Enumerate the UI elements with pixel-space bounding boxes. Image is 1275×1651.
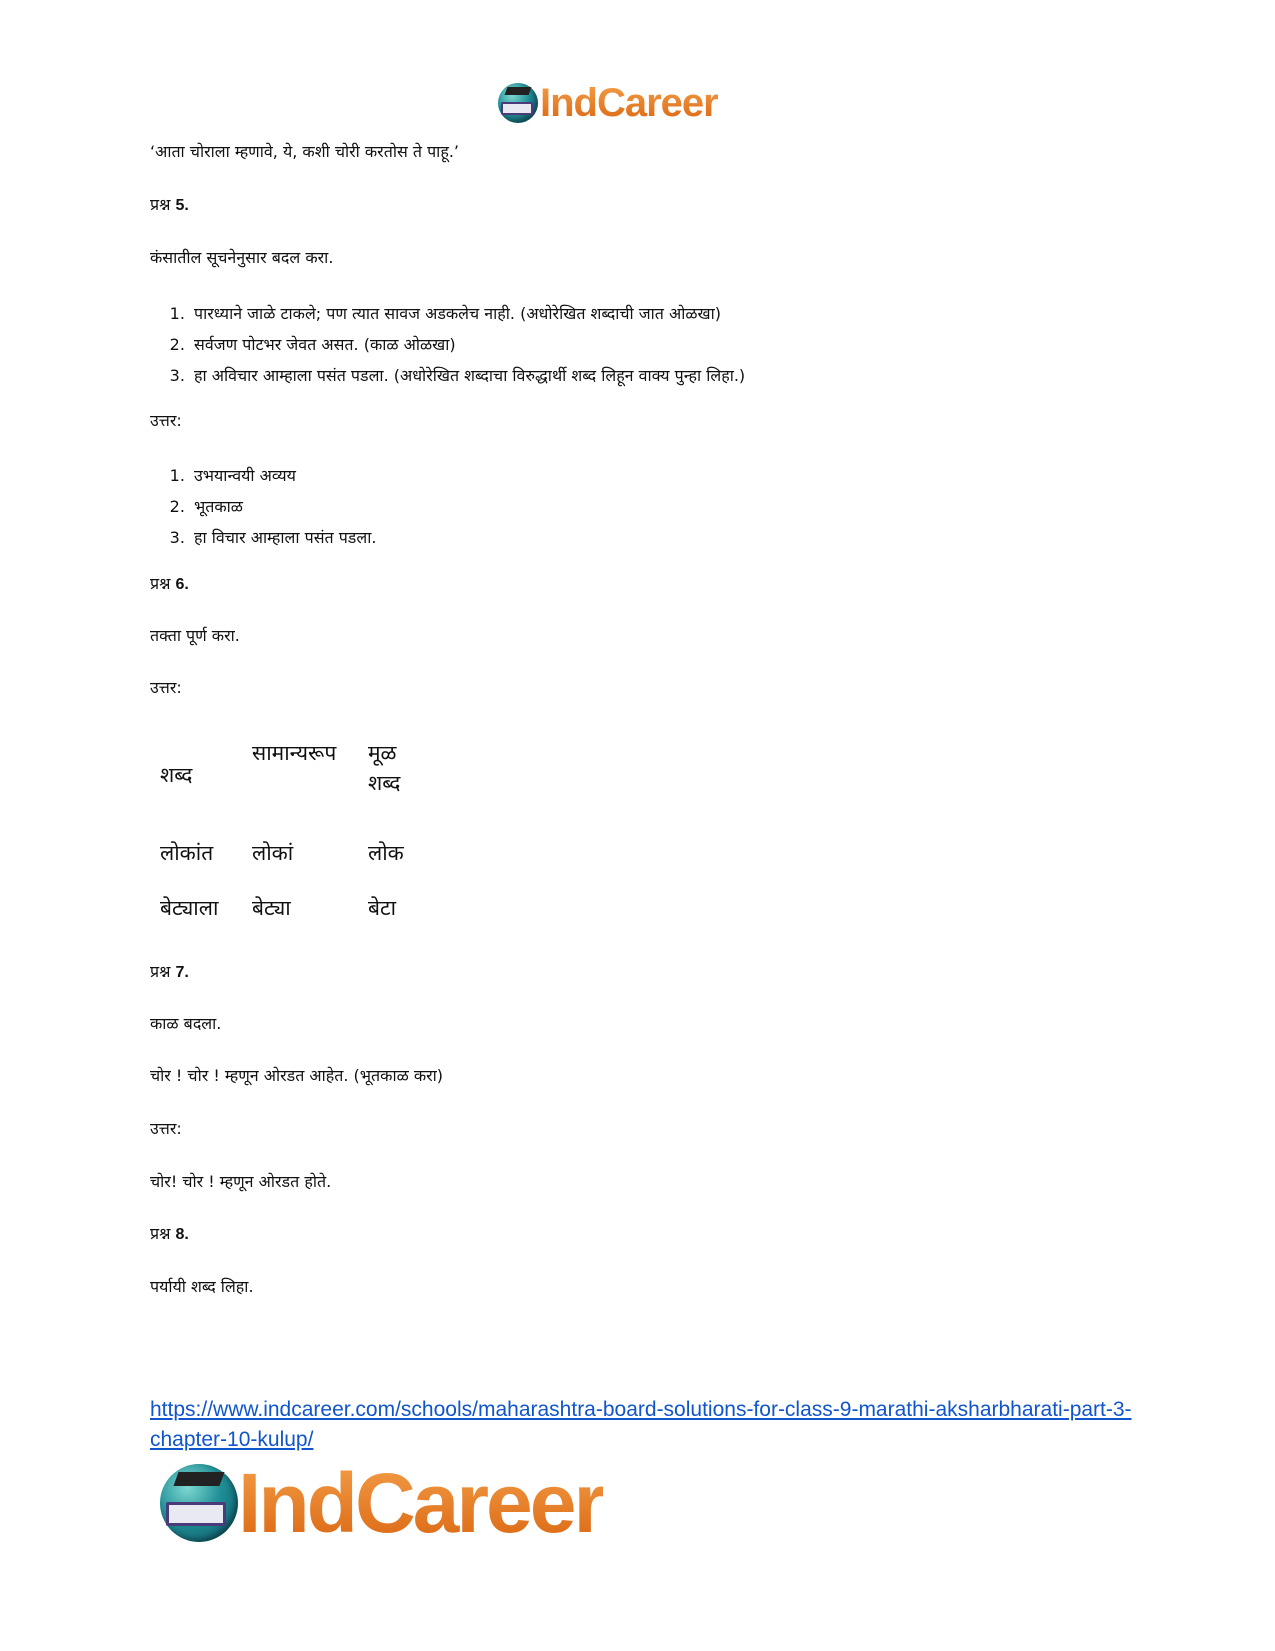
logo-globe-icon [160,1464,238,1542]
question-8-heading: प्रश्न 8. [150,1224,189,1243]
question-5-instruction: कंसातील सूचनेनुसार बदल करा. [150,248,334,267]
table-cell: बेट्याला [160,896,219,920]
table-header-cell: मूळ शब्द [368,741,401,795]
table-row [150,838,426,893]
list-item: 1. उभयान्वयी अव्यय [190,460,376,491]
table-cell: बेट्या [252,896,291,920]
question-6-answer-label: उत्तर: [150,678,182,697]
table-header-cell: शब्द [160,763,193,787]
answer-table-wrap [150,738,426,923]
question-7-instruction: काळ बदला. [150,1014,222,1033]
logo-text: IndCareer [540,80,718,125]
question-7-answer: चोर! चोर ! म्हणून ओरडत होते. [150,1172,332,1191]
question-7-heading: प्रश्न 7. [150,962,189,981]
table-header-row [150,738,426,798]
question-8-instruction: पर्यायी शब्द लिहा. [150,1277,254,1296]
logo-text: IndCareer [238,1455,604,1550]
table-cell: लोकां [252,841,294,865]
question-6-heading: प्रश्न 6. [150,574,189,593]
logo-globe-icon [498,83,538,123]
question-5-heading: प्रश्न 5. [150,195,189,214]
question-7-answer-label: उत्तर: [150,1119,182,1138]
table-cell: लोक [368,841,404,865]
list-item: 2. भूतकाळ [190,491,376,522]
question-6-instruction: तक्ता पूर्ण करा. [150,626,240,645]
header-logo [498,80,718,126]
table-row [150,893,426,923]
list-item: 2. सर्वजण पोटभर जेवत असत. (काळ ओळखा) [190,329,1240,360]
answer-table [150,738,426,923]
question-5-answer-label: उत्तर: [150,411,182,430]
intro-line: ‘आता चोराला म्हणावे, ये, कशी चोरी करतोस ते पाहू.’ [150,142,459,161]
table-header-cell: सामान्यरूप [252,741,337,765]
question-7-sentence: चोर ! चोर ! म्हणून ओरडत आहेत. (भूतकाळ करा) [150,1066,444,1085]
question-5-list [150,298,1240,391]
table-cell: बेटा [368,896,397,920]
list-item: 1. पारध्याने जाळे टाकले; पण त्यात सावज अडकलेच नाही. (अधोरेखित शब्दाची जात ओळखा) [190,298,1240,329]
source-link[interactable]: https://www.indcareer.com/schools/maharashtra-board-solutions-for-class-9-marathi-aksharbharati-part-3-chapter-10-kulup/ [150,1398,1132,1451]
list-item: 3. हा विचार आम्हाला पसंत पडला. [190,522,376,553]
table-cell: लोकांत [160,841,214,865]
footer-logo [160,1455,604,1550]
list-item: 3. हा अविचार आम्हाला पसंत पडला. (अधोरेखित शब्दाचा विरुद्धार्थी शब्द लिहून वाक्य पुन्हा लिहा.) [190,360,1240,391]
question-5-answers [150,460,376,553]
